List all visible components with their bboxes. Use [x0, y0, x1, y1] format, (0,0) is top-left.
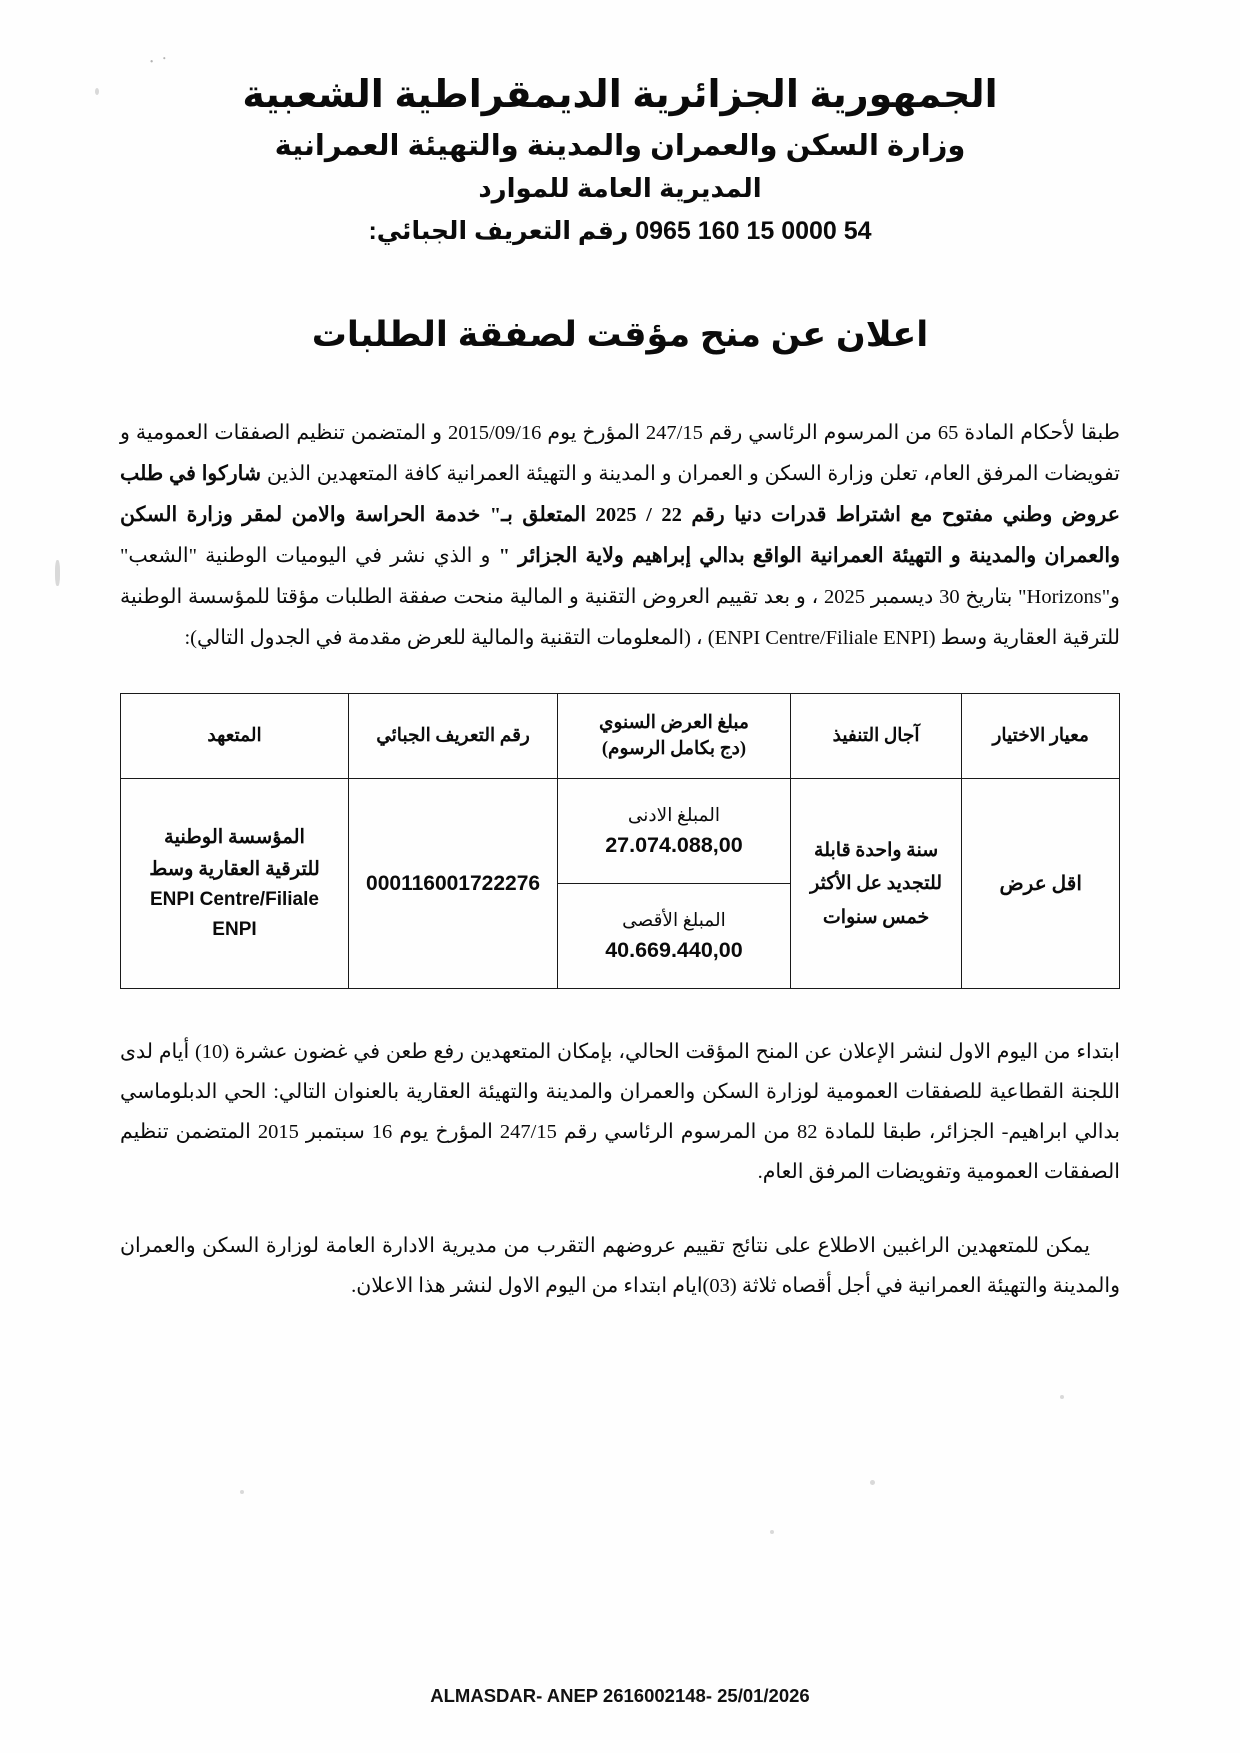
header-amount-line1: مبلغ العرض السنوي [599, 712, 749, 733]
intro-paragraph [120, 413, 1120, 659]
amount-min-value: 27.074.088,00 [605, 832, 743, 857]
directorate-title: المديرية العامة للموارد [478, 173, 762, 204]
bidder-latin-line2: ENPI [212, 919, 257, 941]
document-header [120, 72, 1120, 247]
header-bidder: المتعهد [121, 694, 349, 779]
scan-speck [55, 560, 60, 586]
footer-reference: ALMASDAR- ANEP 2616002148- 25/01/2026 [430, 1685, 810, 1706]
bidder-name-line2: للترقية العقارية وسط [149, 858, 320, 880]
appeal-paragraph: ابتداء من اليوم الاول لنشر الإعلان عن المنح المؤقت الحالي، بإمكان المتعهدين رفع طعن في غضون عشرة (10) أيام لدى اللجنة القطاعية للصفقات العمومية لوزارة السكن والعمران والمدينة والتهيئة العقارية بالعنوان التالي: الحي الدبلوماسي بدالي ابراهيم- الجزائر، طبقا للمادة 82 من المرسوم الرئاسي رقم 247/15 المؤرخ يوم 16 سبتمبر 2015 المتضمن تنظيم الصفقات العمومية وتفويضات المرفق العام. [120, 1041, 1120, 1184]
table-header-row [121, 694, 1120, 779]
tender-reference-bold: شاركوا في طلب عروض وطني مفتوح مع اشتراط قدرات دنيا رقم 22 / 2025 المتعلق بـ" خدمة الحراسة والامن لمقر وزارة السكن والعمران والمدينة و التهيئة العمرانية الواقع بدالي إبراهيم ولاية الجزائر " [120, 463, 1120, 568]
cell-criteria: اقل عرض [962, 779, 1120, 989]
header-criteria: معيار الاختيار [962, 694, 1120, 779]
tax-id-label: رقم التعريف الجبائي: [368, 216, 629, 245]
header-amount-line2: (دج بكامل الرسوم) [601, 739, 747, 760]
scan-speck [1060, 1395, 1064, 1399]
amount-min-label: المبلغ الادنى [627, 805, 721, 826]
scan-speck [240, 1490, 244, 1494]
cell-amount-min [558, 779, 791, 884]
amount-max-label: المبلغ الأقصى [622, 910, 726, 931]
bid-table-wrapper [120, 693, 1120, 989]
ministry-title: وزارة السكن والعمران والمدينة والتهيئة العمرانية [274, 129, 966, 162]
scan-speck [770, 1530, 774, 1534]
scan-speck [870, 1480, 875, 1485]
header-deadline: آجال التنفيذ [790, 694, 962, 779]
republic-title: الجمهورية الجزائرية الديمقراطية الشعبية [242, 74, 998, 116]
header-taxid: رقم التعريف الجبائي [348, 694, 557, 779]
bidder-name-line1: المؤسسة الوطنية [164, 827, 305, 849]
scan-artifact-mark: ˙ · [146, 50, 169, 76]
consultation-paragraph: يمكن للمتعهدين الراغبين الاطلاع على نتائج تقييم عروضهم التقرب من مديرية الادارة العامة لوزارة السكن والعمران والمدينة والتهيئة العمرانية في أجل أقصاه ثلاثة (03)ايام ابتداء من اليوم الاول لنشر هذا الاعلان. [120, 1235, 1120, 1298]
intro-text-part2: و الذي نشر في اليوميات الوطنية "الشعب" و"Horizons" بتاريخ 30 ديسمبر 2025 ، و بعد تقييم العروض التقنية و المالية منحت صفقة الطلبات مؤقتا للمؤسسة الوطنية للترقية العقارية وسط (ENPI Centre/Filiale ENPI) ، [120, 545, 1120, 650]
bidder-latin-line1: ENPI Centre/Filiale [150, 888, 319, 910]
bid-results-table [120, 693, 1120, 989]
page-title: اعلان عن منح مؤقت لصفقة الطلبات [311, 315, 929, 355]
cell-amount-max [558, 884, 791, 989]
cell-deadline: سنة واحدة قابلة للتجديد عل الأكثر خمس سنوات [790, 779, 962, 989]
intro-text-part1: طبقا لأحكام المادة 65 من المرسوم الرئاسي رقم 247/15 المؤرخ يوم 2015/09/16 و المتضمن تنظيم الصفقات العمومية و تفويضات المرفق العام، تعلن وزارة السكن و العمران و المدينة و التهيئة العمرانية كافة المتعهدين الذين [120, 422, 1120, 486]
cell-bidder [121, 779, 349, 989]
intro-text-part3: (المعلومات التقنية والمالية للعرض مقدمة في الجدول التالي): [184, 627, 691, 650]
tax-id-line [120, 215, 1120, 248]
scan-speck [95, 88, 99, 95]
amount-max-value: 40.669.440,00 [605, 937, 743, 962]
table-row [121, 779, 1120, 884]
header-amount [558, 694, 791, 779]
cell-taxid: 000116001722276 [348, 779, 557, 989]
tax-id-number: 0965 160 15 0000 54 [635, 216, 872, 245]
